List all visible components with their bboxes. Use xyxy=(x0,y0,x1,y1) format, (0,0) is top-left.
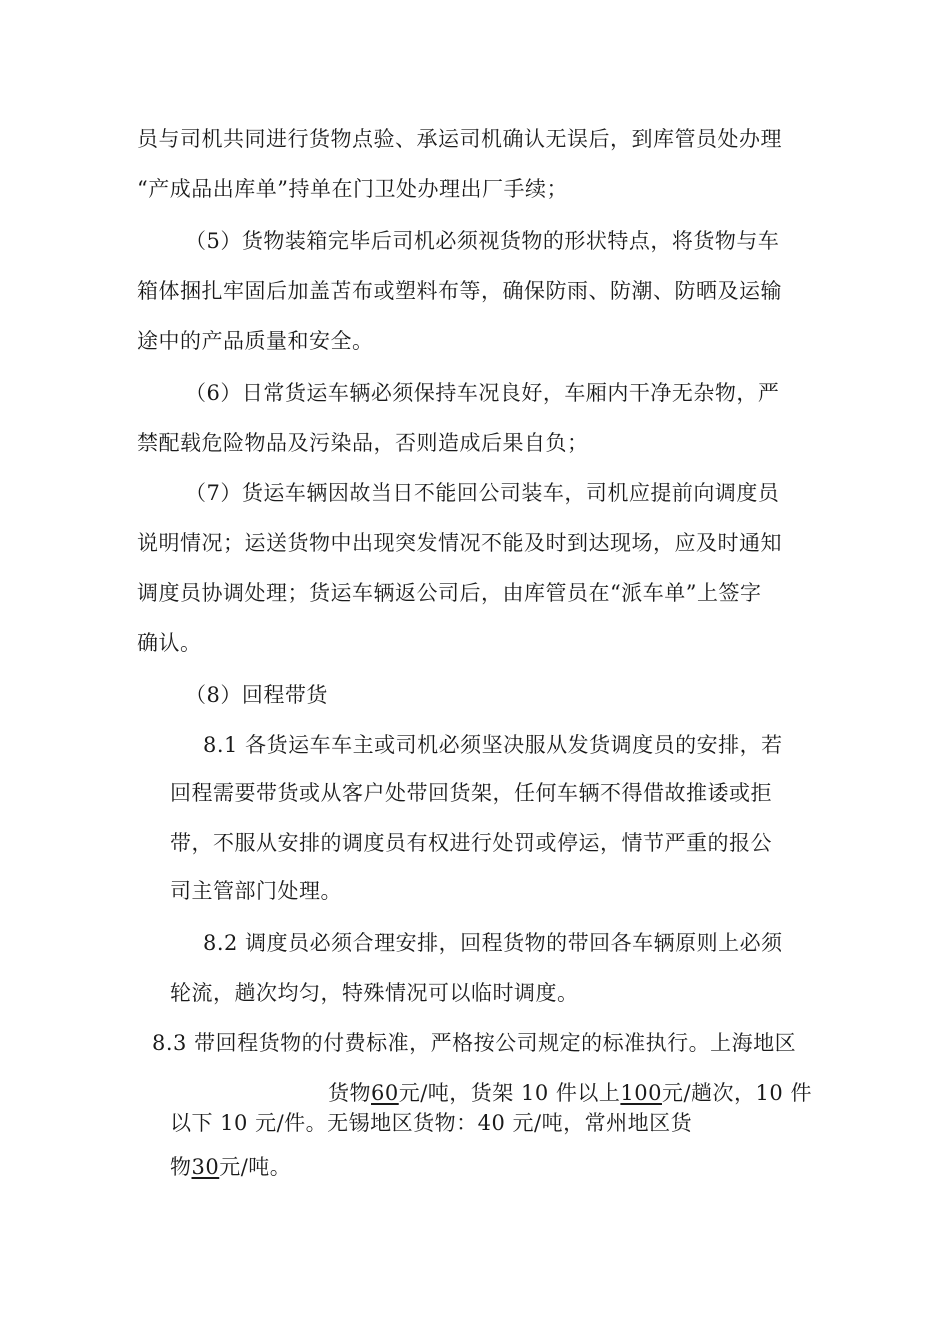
fee-text: 元/趟次，10 件 xyxy=(661,1081,812,1105)
paragraph-line: 轮流，趟次均匀，特殊情况可以临时调度。 xyxy=(170,981,579,1005)
fee-text: 物 xyxy=(170,1155,192,1179)
paragraph-line: 说明情况；运送货物中出现突发情况不能及时到达现场，应及时通知 xyxy=(137,531,782,555)
paragraph-line: 8.2 调度员必须合理安排，回程货物的带回各车辆原则上必须 xyxy=(203,931,783,955)
fee-line xyxy=(170,1152,291,1182)
paragraph-line: 调度员协调处理；货运车辆返公司后，由库管员在“派车单”上签字 xyxy=(137,581,762,605)
paragraph-line: 确认。 xyxy=(137,631,202,655)
fee-text: 元/吨。 xyxy=(219,1155,292,1179)
paragraph-line: 途中的产品质量和安全。 xyxy=(137,329,374,353)
paragraph-line: 员与司机共同进行货物点验、承运司机确认无误后，到库管员处办理 xyxy=(137,127,782,151)
paragraph-line: 8.1 各货运车车主或司机必须坚决服从发货调度员的安排，若 xyxy=(203,733,783,757)
fee-value: 60 xyxy=(371,1081,399,1105)
paragraph-line: 回程需要带货或从客户处带回货架，任何车辆不得借故推诿或拒 xyxy=(170,781,772,805)
fee-line: 以下 10 元/件。无锡地区货物：40 元/吨，常州地区货 xyxy=(170,1111,693,1135)
paragraph-line: 禁配载危险物品及污染品，否则造成后果自负； xyxy=(137,431,589,455)
paragraph-line: 箱体捆扎牢固后加盖苫布或塑料布等，确保防雨、防潮、防晒及运输 xyxy=(137,279,782,303)
fee-value: 30 xyxy=(191,1155,220,1179)
paragraph-line: 8.3 带回程货物的付费标准，严格按公司规定的标准执行。上海地区 xyxy=(152,1031,797,1055)
fee-text: 货物 xyxy=(328,1081,371,1105)
fee-line xyxy=(328,1078,812,1108)
fee-value: 100 xyxy=(620,1081,662,1105)
fee-text: 元/吨，货架 10 件以上 xyxy=(398,1081,621,1105)
paragraph-line: （7）货运车辆因故当日不能回公司装车，司机应提前向调度员 xyxy=(185,481,780,505)
paragraph-line: “产成品出库单”持单在门卫处办理出厂手续； xyxy=(137,177,568,201)
paragraph-line: 司主管部门处理。 xyxy=(170,879,342,903)
section-heading: （8）回程带货 xyxy=(185,683,328,707)
paragraph-line: （5）货物装箱完毕后司机必须视货物的形状特点，将货物与车 xyxy=(185,229,780,253)
paragraph-line: 带，不服从安排的调度员有权进行处罚或停运，情节严重的报公 xyxy=(170,831,772,855)
paragraph-line: （6）日常货运车辆必须保持车况良好，车厢内干净无杂物，严 xyxy=(185,381,780,405)
